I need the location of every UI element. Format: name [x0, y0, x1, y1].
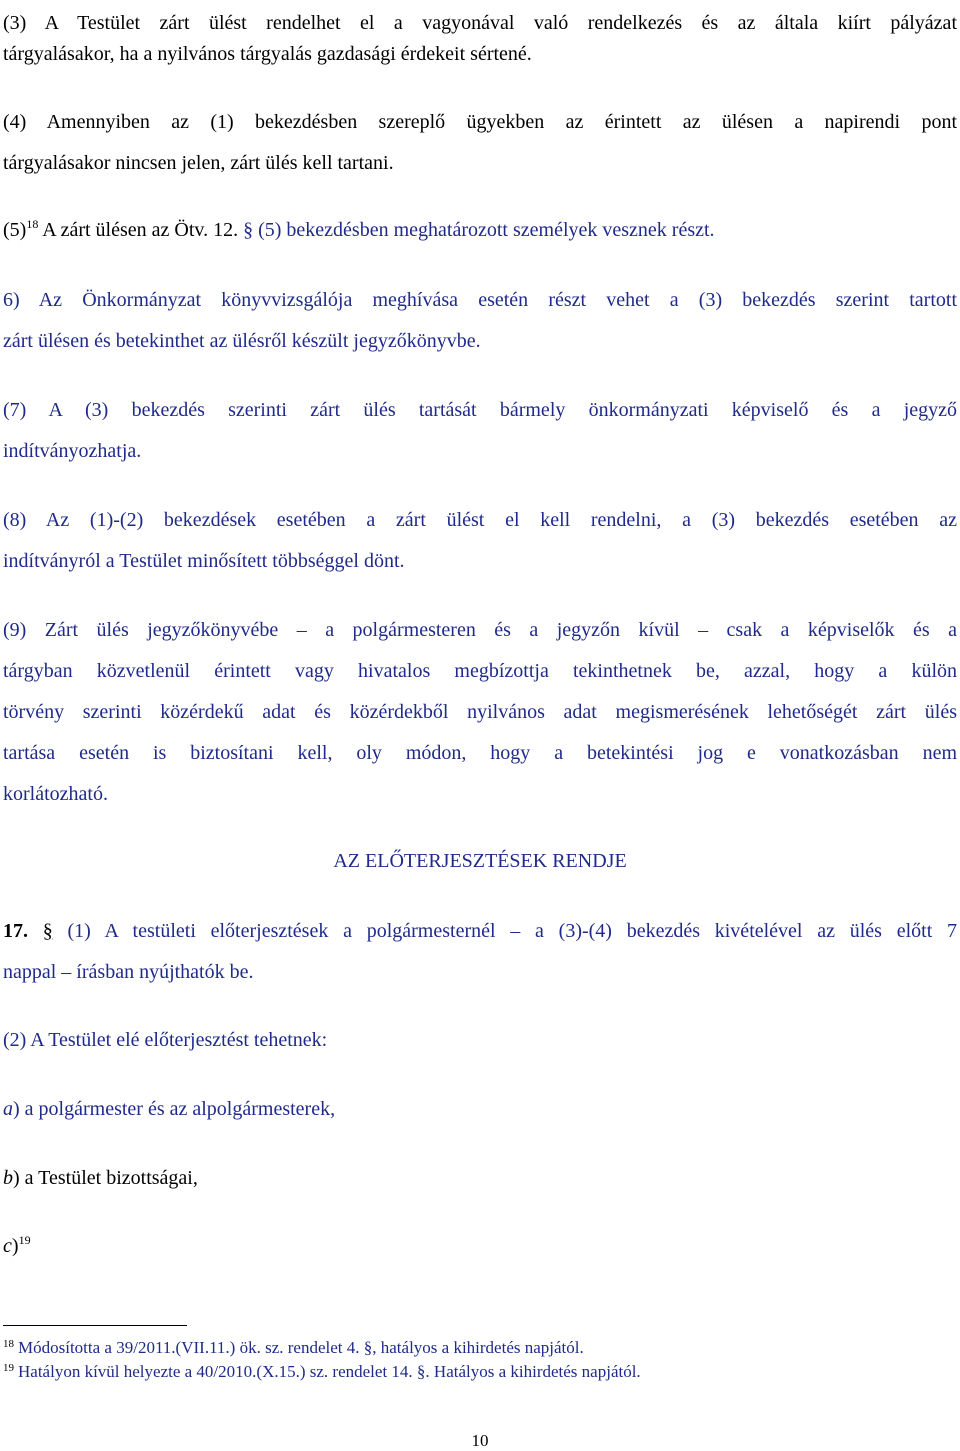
- list-item-c: [3, 1228, 31, 1264]
- page-number: 10: [471, 1431, 489, 1450]
- paragraph-9-line-5: korlátozható.: [3, 783, 108, 805]
- paragraph-8-line-2: indítványról a Testület minősített többséggel dönt.: [3, 550, 405, 572]
- footnote-18-text: Módosította a 39/2011.(VII.11.) ök. sz. rendelet 4. §, hatályos a kihirdetés napjától.: [18, 1338, 584, 1357]
- paragraph-6-line-2: zárt ülésen és betekinthet az ülésről készült jegyzőkönyvbe.: [3, 330, 481, 352]
- paragraph-3-line-2: tárgyalásakor, ha a nyilvános tárgyalás gazdasági érdekeit sértené.: [3, 43, 532, 65]
- footnote-19-number: 19: [3, 1362, 14, 1374]
- paragraph-5: [3, 210, 957, 251]
- paragraph-7-line-2: indítványozhatja.: [3, 440, 142, 462]
- section-sign: §: [42, 920, 53, 942]
- list-item-a-text: ) a polgármester és az alpolgármesterek,: [13, 1098, 336, 1120]
- footnote-ref-19: 19: [18, 1233, 31, 1247]
- footnote-18: [3, 1337, 584, 1359]
- paragraph-5-mid: A zárt ülésen az Ötv. 12.: [38, 219, 244, 241]
- paragraph-5-rest: § (5) bekezdésben meghatározott személyek vesznek részt.: [243, 219, 715, 241]
- paragraph-9-line-4: tartása esetén is biztosítani kell, oly módon, hogy a betekintési jog e vonatkozásban nem: [3, 742, 957, 764]
- paragraph-4-line-2: tárgyalásakor nincsen jelen, zárt ülés kell tartani.: [3, 152, 394, 174]
- section-17-number: 17.: [3, 920, 28, 942]
- footnote-divider: [3, 1325, 187, 1326]
- list-item-b-letter: b: [3, 1167, 13, 1189]
- paragraph-7-line-1: (7) A (3) bekezdés szerinti zárt ülés tartását bármely önkormányzati képviselő és a jegyző: [3, 399, 957, 421]
- footnote-19: [3, 1361, 641, 1383]
- footnote-19-text: Hatályon kívül helyezte a 40/2010.(X.15.) sz. rendelet 14. §. Hatályos a kihirdetés napjától.: [18, 1362, 641, 1381]
- paragraph-6-line-1: 6) Az Önkormányzat könyvvizsgálója meghívása esetén részt vehet a (3) bekezdés szerint tartott: [3, 289, 957, 311]
- footnote-ref-18: 18: [26, 217, 39, 231]
- footnote-18-number: 18: [3, 1338, 14, 1350]
- paragraph-5-prefix: (5): [3, 219, 27, 241]
- paragraph-9-line-3: törvény szerinti közérdekű adat és közérdekből nyilvános adat megismerésének lehetőségét zárt ülés: [3, 701, 957, 723]
- section-heading: AZ ELŐTERJESZTÉSEK RENDJE: [333, 850, 627, 872]
- section-17-line-1: [3, 911, 957, 952]
- paragraph-8-line-1: (8) Az (1)-(2) bekezdések esetében a zárt ülést el kell rendelni, a (3) bekezdés esetében az: [3, 509, 957, 531]
- paragraph-4-line-1: (4) Amennyiben az (1) bekezdésben szereplő ügyekben az érintett az ülésen a napirendi pont: [3, 111, 957, 133]
- list-item-b-text: ) a Testület bizottságai,: [13, 1167, 198, 1189]
- paragraph-9-line-1: (9) Zárt ülés jegyzőkönyvébe – a polgármesteren és a jegyzőn kívül – csak a képviselők és a: [3, 619, 957, 641]
- paragraph-3-line-1: (3) A Testület zárt ülést rendelhet el a vagyonával való rendelkezés és az általa kiírt pályázat: [3, 12, 957, 34]
- paragraph-9-line-2: tárgyban közvetlenül érintett vagy hivatalos megbízottja tekinthetnek be, azzal, hogy a külön: [3, 660, 957, 682]
- section-17-line-1-text: (1) A testületi előterjesztések a polgármesternél – a (3)-(4) bekezdés kivételével az ülés előtt 7: [52, 920, 957, 942]
- list-item-a-letter: a: [3, 1098, 13, 1120]
- list-item-c-text: ): [11, 1235, 19, 1257]
- section-17-paragraph-2: (2) A Testület elé előterjesztést tehetnek:: [3, 1029, 328, 1051]
- section-17-line-2: nappal – írásban nyújthatók be.: [3, 961, 254, 983]
- list-item-b: [3, 1160, 198, 1196]
- list-item-c-letter: c: [3, 1235, 12, 1257]
- list-item-a: [3, 1091, 335, 1127]
